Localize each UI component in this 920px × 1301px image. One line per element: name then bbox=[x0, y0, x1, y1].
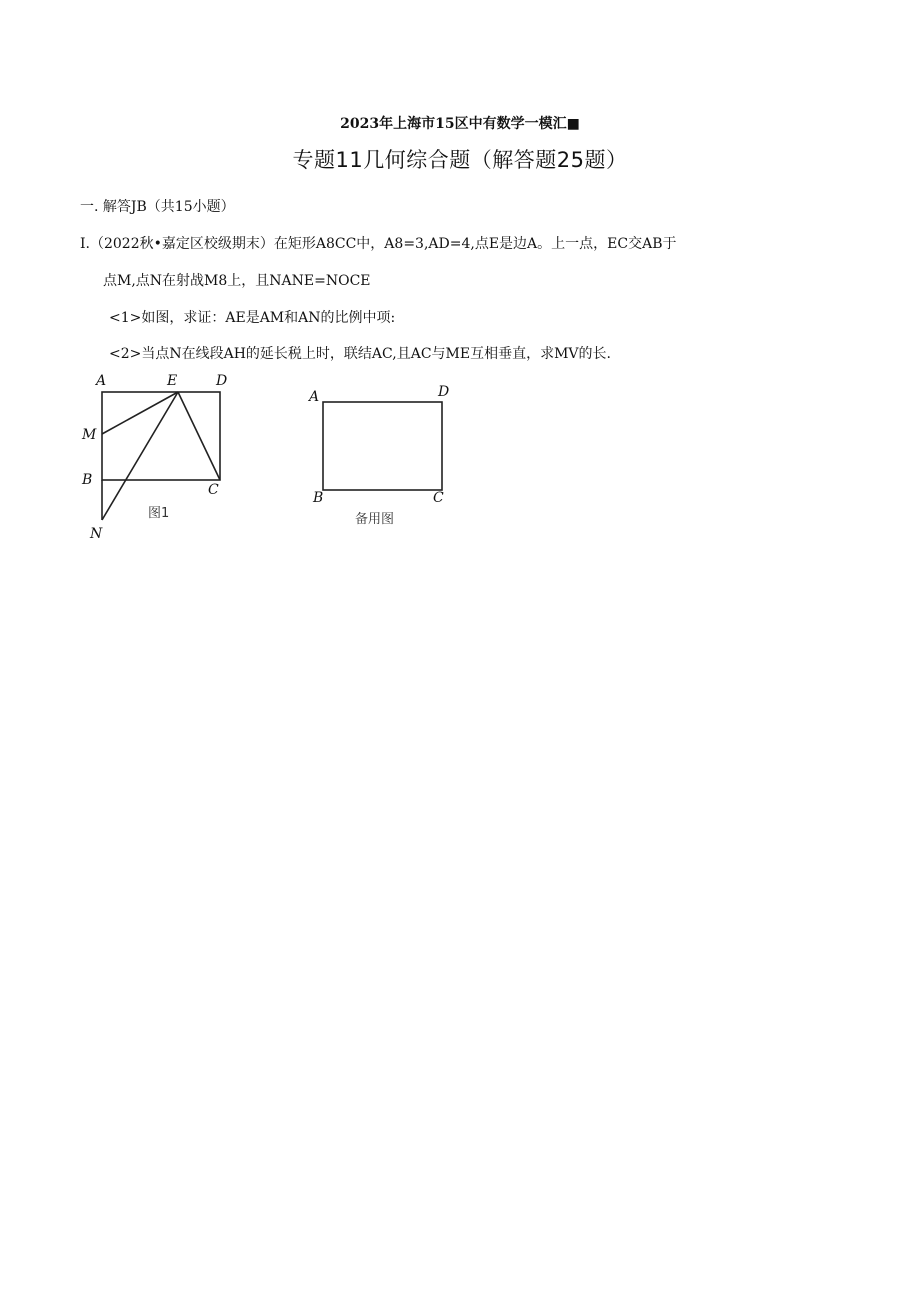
fig1-caption: 图1 bbox=[148, 506, 170, 521]
fig2-label-d: D bbox=[438, 384, 450, 400]
document-header: 2023年上海市15区中有数学一模汇■ bbox=[340, 116, 580, 132]
problem-statement-line-2: 点M,点N在射战M8上，且NANE=NOCE bbox=[103, 273, 371, 289]
fig2-label-b: B bbox=[313, 490, 324, 506]
fig2-label-c: C bbox=[433, 490, 444, 506]
fig1-label-c: C bbox=[208, 482, 219, 498]
problem-part-2: <2>当点N在线段AH的延长税上时，联结AC,且AC与ME互相垂直，求MV的长. bbox=[109, 346, 611, 362]
fig2-label-a: A bbox=[309, 389, 320, 405]
fig1-label-a: A bbox=[96, 373, 107, 389]
fig1-label-d: D bbox=[216, 373, 228, 389]
segment-en bbox=[102, 392, 178, 520]
fig2-caption: 备用图 bbox=[355, 512, 395, 527]
rectangle-abcd bbox=[102, 392, 220, 480]
fig1-label-e: E bbox=[167, 373, 178, 389]
fig1-label-b: B bbox=[82, 472, 93, 488]
page-title: 专题11几何综合题（解答题25题） bbox=[292, 148, 628, 172]
problem-statement-line-1: I.（2022秋•嘉定区校级期末）在矩形A8CC中，A8=3,AD=4,点E是边A。上一点，EC交AB于 bbox=[80, 236, 677, 252]
problem-part-1: <1>如图，求证：AE是AM和AN的比例中项: bbox=[109, 310, 396, 326]
rectangle-abcd-spare bbox=[323, 402, 442, 490]
fig1-label-m: M bbox=[82, 427, 97, 443]
segment-ec bbox=[178, 392, 220, 480]
section-heading: 一. 解答JB（共15小题） bbox=[80, 199, 235, 215]
segment-em bbox=[102, 392, 178, 434]
fig1-label-n: N bbox=[90, 526, 103, 542]
